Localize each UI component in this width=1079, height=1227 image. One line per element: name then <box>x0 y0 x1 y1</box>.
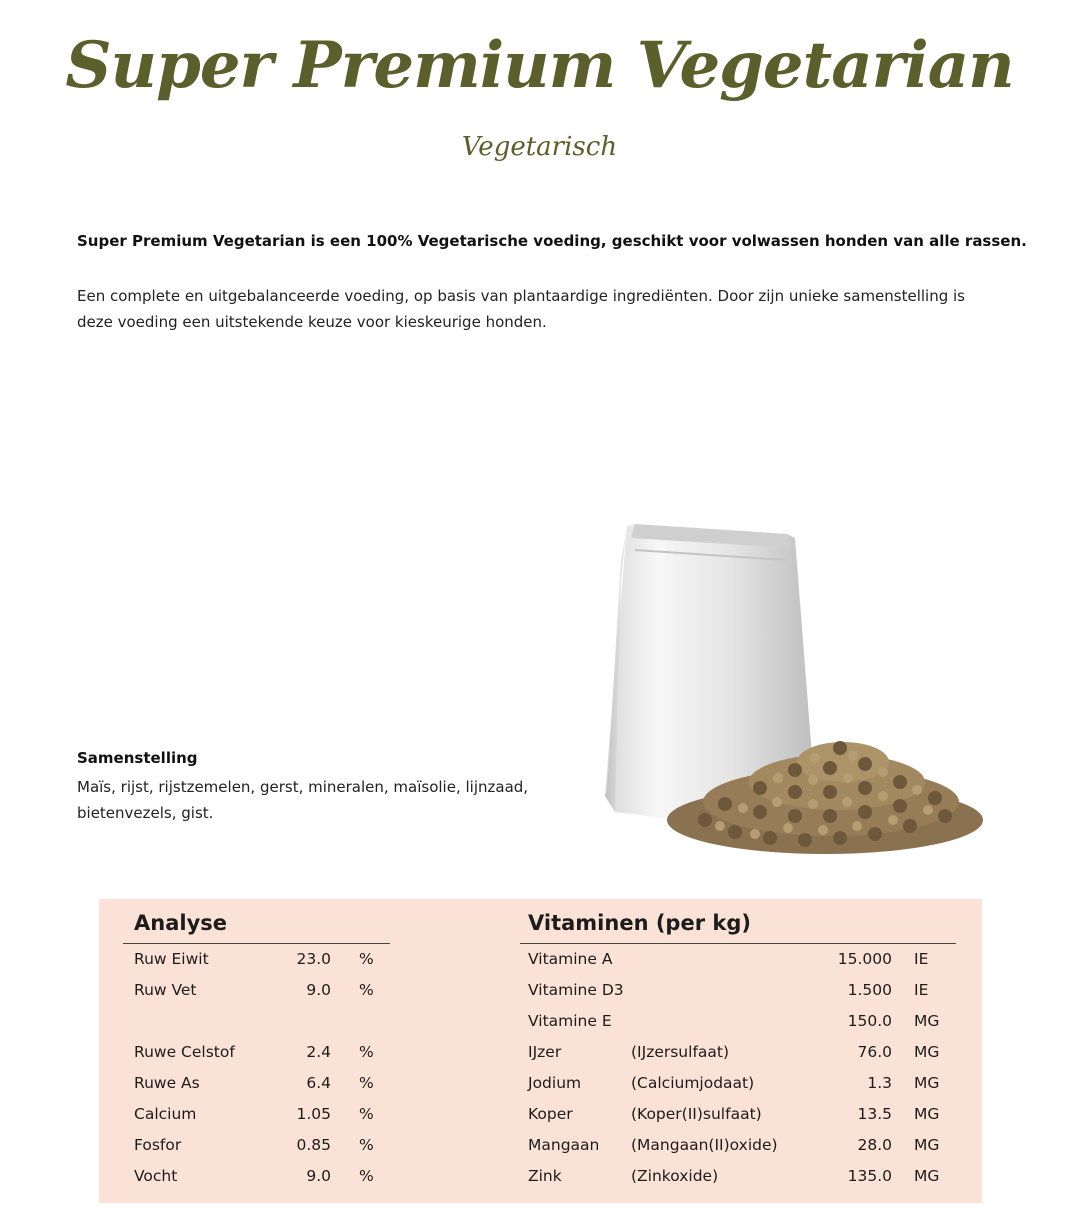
vitamin-name: IJzer <box>528 1043 562 1061</box>
intro-description: Een complete en uitgebalanceerde voeding, op basis van plantaardige ingrediënten. Door zijn unieke samenstelling is deze voeding een uitstekende keuze voor kieskeurige honden. <box>77 287 965 331</box>
composition-text: Maïs, rijst, rijstzemelen, gerst, mineralen, maïsolie, lijnzaad, bietenvezels, gist. <box>77 778 529 822</box>
analysis-name: Calcium <box>134 1105 197 1123</box>
vitamin-name: Koper <box>528 1105 573 1123</box>
analysis-name: Ruw Vet <box>134 981 197 999</box>
vitamin-source: (Zinkoxide) <box>631 1167 719 1185</box>
analysis-value: 0.85 <box>296 1136 331 1154</box>
analysis-unit: % <box>359 981 374 999</box>
vitamin-value: 135.0 <box>847 1167 892 1185</box>
analysis-name: Ruwe Celstof <box>134 1043 235 1061</box>
composition-title: Samenstelling <box>77 749 198 767</box>
analysis-unit: % <box>359 950 374 968</box>
analysis-name: Fosfor <box>134 1136 182 1154</box>
vitamin-unit: MG <box>914 1167 940 1185</box>
vitamin-value: 1.3 <box>867 1074 892 1092</box>
vitamins-title: Vitaminen (per kg) <box>528 911 751 935</box>
vitamin-source: (IJzersulfaat) <box>631 1043 730 1061</box>
page-subtitle: Vegetarisch <box>461 132 618 162</box>
analysis-divider <box>123 943 390 944</box>
analysis-name: Vocht <box>134 1167 178 1185</box>
vitamin-value: 28.0 <box>857 1136 892 1154</box>
analysis-value: 1.05 <box>296 1105 331 1123</box>
analysis-title: Analyse <box>134 911 228 935</box>
vitamin-unit: MG <box>914 1136 940 1154</box>
vitamin-value: 76.0 <box>857 1043 892 1061</box>
analysis-unit: % <box>359 1105 374 1123</box>
analysis-value: 9.0 <box>306 1167 331 1185</box>
analysis-value: 2.4 <box>306 1043 331 1061</box>
vitamin-name: Jodium <box>528 1074 582 1092</box>
product-bag-image <box>595 520 985 860</box>
vitamin-name: Vitamine A <box>528 950 613 968</box>
page-title: Super Premium Vegetarian <box>65 28 1014 103</box>
vitamin-value: 150.0 <box>847 1012 892 1030</box>
vitamin-unit: MG <box>914 1074 940 1092</box>
vitamin-source: (Mangaan(II)oxide) <box>631 1136 778 1154</box>
vitamin-name: Vitamine E <box>528 1012 612 1030</box>
analysis-unit: % <box>359 1167 374 1185</box>
analysis-unit: % <box>359 1074 374 1092</box>
analysis-name: Ruw Eiwit <box>134 950 209 968</box>
vitamin-source: (Calciumjodaat) <box>631 1074 755 1092</box>
vitamin-unit: IE <box>914 981 929 999</box>
analysis-unit: % <box>359 1043 374 1061</box>
vitamin-name: Zink <box>528 1167 562 1185</box>
vitamin-unit: MG <box>914 1043 940 1061</box>
vitamin-value: 15.000 <box>837 950 892 968</box>
analysis-name: Ruwe As <box>134 1074 200 1092</box>
analysis-value: 9.0 <box>306 981 331 999</box>
analysis-unit: % <box>359 1136 374 1154</box>
vitamin-unit: MG <box>914 1012 940 1030</box>
vitamin-value: 13.5 <box>857 1105 892 1123</box>
vitamin-value: 1.500 <box>847 981 892 999</box>
vitamin-unit: MG <box>914 1105 940 1123</box>
intro-highlight: Super Premium Vegetarian is een 100% Vegetarische voeding, geschikt voor volwassen honden van alle rassen. <box>77 232 1027 250</box>
analysis-value: 6.4 <box>306 1074 331 1092</box>
nutrition-panel <box>99 899 982 1203</box>
vitamin-source: (Koper(II)sulfaat) <box>631 1105 762 1123</box>
vitamin-name: Vitamine D3 <box>528 981 624 999</box>
vitamin-name: Mangaan <box>528 1136 600 1154</box>
vitamins-divider <box>520 943 956 944</box>
analysis-value: 23.0 <box>296 950 331 968</box>
vitamin-unit: IE <box>914 950 929 968</box>
